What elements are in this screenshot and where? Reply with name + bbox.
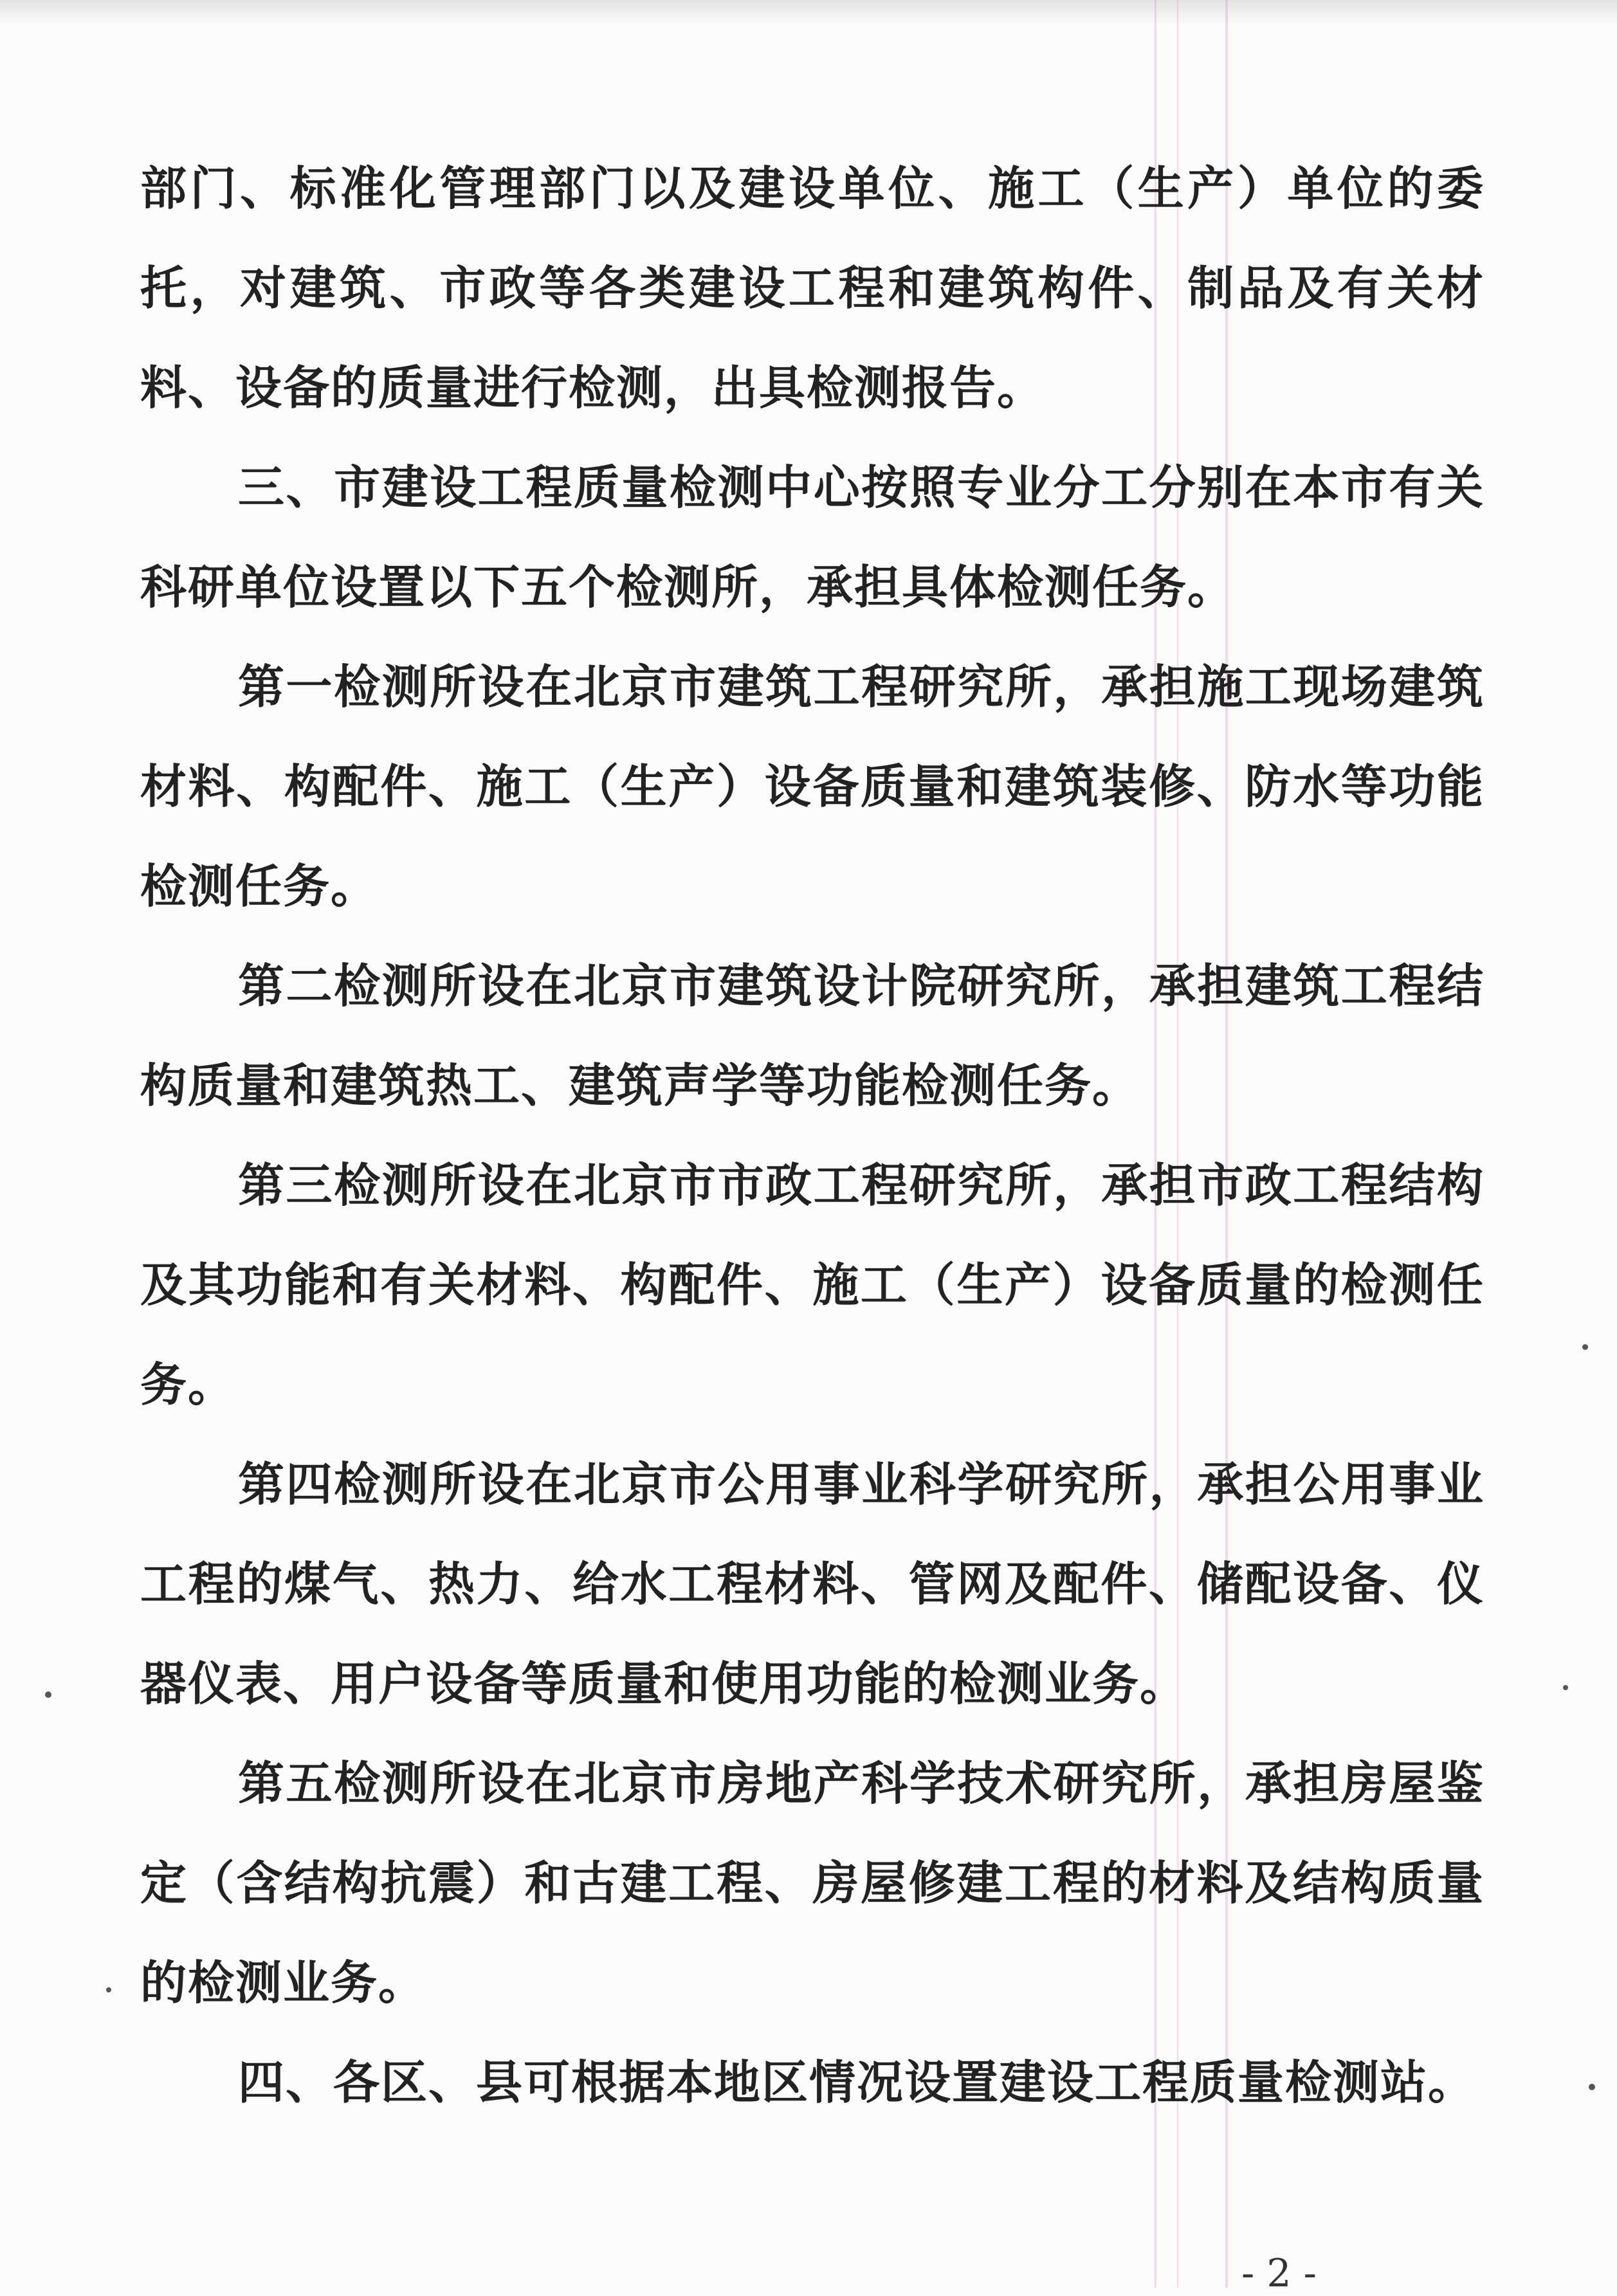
paragraph-8: 四、各区、县可根据本地区情况设置建设工程质量检测站。 bbox=[238, 2055, 1476, 2109]
scan-speck bbox=[45, 1691, 51, 1698]
paragraph-5: 第三检测所设在北京市市政工程研究所，承担市政工程结构及其功能和有关材料、构配件、施工（生产）设备质量的检测任务。 bbox=[140, 1158, 1485, 1412]
scan-speck bbox=[1582, 1344, 1588, 1350]
paragraph-1: 部门、标准化管理部门以及建设单位、施工（生产）单位的委托，对建筑、市政等各类建设工程和建筑构件、制品及有关材料、设备的质量进行检测，出具检测报告。 bbox=[140, 161, 1485, 415]
paragraph-4: 第二检测所设在北京市建筑设计院研究所，承担建筑工程结构质量和建筑热工、建筑声学等功能检测任务。 bbox=[140, 958, 1485, 1113]
scan-speck bbox=[1563, 1685, 1568, 1690]
scan-speck bbox=[106, 1987, 111, 1992]
paragraph-6: 第四检测所设在北京市公用事业科学研究所，承担公用事业工程的煤气、热力、给水工程材料、管网及配件、储配设备、仪器仪表、用户设备等质量和使用功能的检测业务。 bbox=[140, 1457, 1485, 1711]
scan-shadow-top bbox=[0, 0, 1617, 26]
page-number: - 2 - bbox=[1241, 2251, 1317, 2296]
scan-speck bbox=[1589, 2084, 1595, 2090]
paragraph-7: 第五检测所设在北京市房地产科学技术研究所，承担房屋鉴定（含结构抗震）和古建工程、房屋修建工程的材料及结构质量的检测业务。 bbox=[140, 1756, 1485, 2010]
paragraph-3: 第一检测所设在北京市建筑工程研究所，承担施工现场建筑材料、构配件、施工（生产）设备质量和建筑装修、防水等功能检测任务。 bbox=[140, 659, 1485, 913]
paragraph-2: 三、市建设工程质量检测中心按照专业分工分别在本市有关科研单位设置以下五个检测所，承担具体检测任务。 bbox=[140, 460, 1485, 614]
document-body bbox=[140, 138, 1485, 2132]
